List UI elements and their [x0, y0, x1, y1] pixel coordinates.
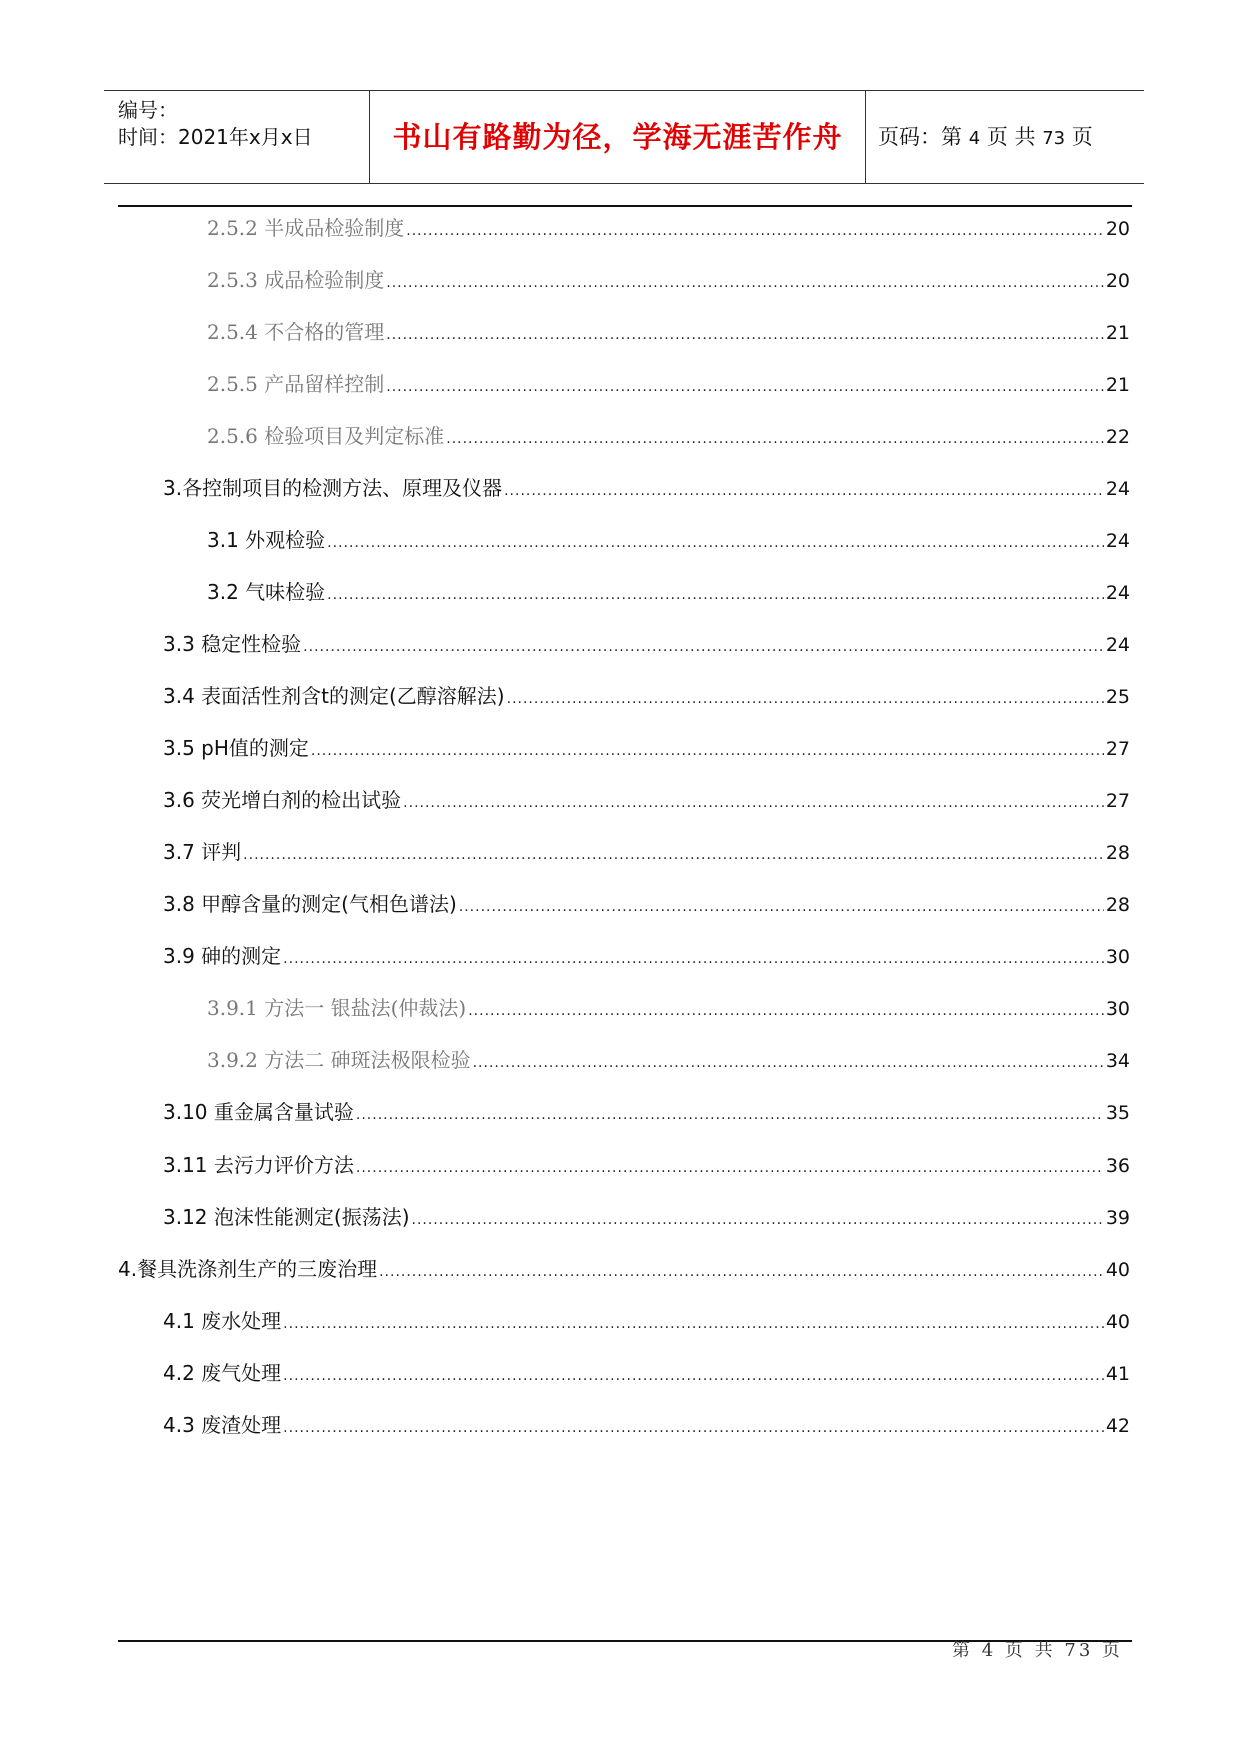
page-header: [104, 90, 1144, 184]
header-motto: 书山有路勤为径，学海无涯苦作舟: [392, 120, 843, 154]
toc-leader-dots: [386, 266, 1104, 300]
toc-entry-title: 3.各控制项目的检测方法、原理及仪器: [163, 476, 503, 500]
toc-entry[interactable]: [163, 1304, 1130, 1338]
toc-leader-dots: [412, 1203, 1104, 1237]
toc-entry-title: 4.2 废气处理: [163, 1361, 282, 1385]
toc-leader-dots: [243, 838, 1104, 872]
toc-entry-title: 4.3 废渣处理: [163, 1413, 282, 1437]
toc-entry-title: 3.11 去污力评价方法: [163, 1153, 354, 1177]
toc-entry[interactable]: [163, 471, 1130, 505]
toc-entry-page: 30: [1105, 998, 1130, 1020]
toc-entry-title: 2.5.4 不合格的管理: [207, 320, 385, 344]
toc-leader-dots: [356, 1098, 1104, 1132]
toc-entry[interactable]: [163, 1200, 1130, 1234]
toc-entry-page: 27: [1105, 738, 1130, 760]
footer-page-number: 第 4 页 共 73 页: [952, 1640, 1123, 1661]
header-info-cell: [104, 91, 369, 183]
toc-entry[interactable]: [207, 367, 1130, 401]
toc-leader-dots: [403, 786, 1104, 820]
toc-entry[interactable]: [207, 991, 1130, 1025]
toc-entry-page: 36: [1105, 1155, 1130, 1177]
toc-entry-page: 21: [1105, 374, 1130, 396]
toc-entry[interactable]: [163, 783, 1130, 817]
toc-entry-page: 20: [1105, 270, 1130, 292]
toc-entry-page: 20: [1105, 218, 1130, 240]
toc-entry-page: 35: [1105, 1102, 1130, 1124]
top-divider: [118, 205, 1132, 207]
toc-entry[interactable]: [118, 1252, 1130, 1286]
toc-entry[interactable]: [163, 1095, 1130, 1129]
toc-leader-dots: [327, 526, 1104, 560]
page-mid: 页 共: [986, 125, 1036, 149]
toc-leader-dots: [283, 1411, 1104, 1445]
toc-entry[interactable]: [163, 679, 1130, 713]
toc-leader-dots: [386, 318, 1104, 352]
toc-entry-page: 24: [1105, 582, 1130, 604]
toc-entry-page: 25: [1105, 686, 1130, 708]
toc-entry-title: 4.餐具洗涤剂生产的三废治理: [118, 1257, 378, 1281]
toc-leader-dots: [507, 682, 1104, 716]
toc-entry-title: 3.9 砷的测定: [163, 944, 282, 968]
toc-leader-dots: [283, 1359, 1104, 1393]
toc-entry-title: 2.5.3 成品检验制度: [207, 268, 385, 292]
toc-entry[interactable]: [207, 523, 1130, 557]
toc-entry-page: 40: [1105, 1259, 1130, 1281]
toc-entry[interactable]: [163, 887, 1130, 921]
toc-leader-dots: [446, 422, 1104, 456]
header-page-number: [878, 91, 1093, 183]
toc-leader-dots: [468, 994, 1104, 1028]
document-time-label: 时间：2021年x月x日: [118, 125, 313, 149]
toc-entry-title: 3.1 外观检验: [207, 528, 326, 552]
document-number-label: 编号：: [118, 98, 178, 122]
toc-entry-title: 3.2 气味检验: [207, 580, 326, 604]
header-page-cell: [866, 91, 1144, 183]
toc-entry-page: 42: [1105, 1415, 1130, 1437]
toc-entry-title: 3.3 稳定性检验: [163, 632, 302, 656]
toc-entry[interactable]: [207, 263, 1130, 297]
toc-entry-title: 2.5.5 产品留样控制: [207, 372, 385, 396]
toc-entry-page: 40: [1105, 1311, 1130, 1333]
toc-entry[interactable]: [207, 575, 1130, 609]
toc-entry-page: 24: [1105, 634, 1130, 656]
toc-leader-dots: [379, 1255, 1104, 1289]
toc-entry-title: 3.4 表面活性剂含t的测定(乙醇溶解法): [163, 684, 505, 708]
toc-entry[interactable]: [163, 1356, 1130, 1390]
toc-entry[interactable]: [207, 419, 1130, 453]
toc-leader-dots: [283, 1307, 1104, 1341]
toc-entry[interactable]: [163, 939, 1130, 973]
toc-leader-dots: [356, 1151, 1104, 1185]
toc-entry-page: 24: [1105, 530, 1130, 552]
toc-entry-page: 28: [1105, 842, 1130, 864]
toc-leader-dots: [406, 214, 1104, 248]
page-label: 页码：第: [878, 125, 962, 149]
toc-entry-page: 28: [1105, 894, 1130, 916]
toc-entry[interactable]: [163, 1148, 1130, 1182]
toc-entry-title: 2.5.6 检验项目及判定标准: [207, 424, 445, 448]
toc-leader-dots: [283, 942, 1104, 976]
toc-entry-page: 34: [1105, 1050, 1130, 1072]
toc-entry[interactable]: [163, 627, 1130, 661]
toc-entry[interactable]: [207, 315, 1130, 349]
toc-entry[interactable]: [163, 835, 1130, 869]
page-current: 4: [968, 128, 981, 149]
toc-entry[interactable]: [163, 1408, 1130, 1442]
toc-entry-title: 3.7 评判: [163, 840, 242, 864]
toc-entry-page: 39: [1105, 1207, 1130, 1229]
toc-entry[interactable]: [207, 211, 1130, 245]
toc-entry[interactable]: [163, 731, 1130, 765]
toc-entry-title: 3.12 泡沫性能测定(振荡法): [163, 1205, 410, 1229]
toc-leader-dots: [327, 578, 1104, 612]
header-motto-cell: [369, 91, 866, 183]
toc-entry-title: 3.10 重金属含量试验: [163, 1100, 354, 1124]
toc-entry[interactable]: [207, 1043, 1130, 1077]
toc-entry-page: 24: [1105, 478, 1130, 500]
toc-entry-page: 21: [1105, 322, 1130, 344]
toc-entry-title: 3.5 pH值的测定: [163, 736, 309, 760]
toc-entry-title: 3.6 荧光增白剂的检出试验: [163, 788, 402, 812]
toc-entry-title: 4.1 废水处理: [163, 1309, 282, 1333]
page-suffix: 页: [1071, 125, 1093, 149]
toc-leader-dots: [311, 734, 1104, 768]
toc-entry-title: 3.8 甲醇含量的测定(气相色谱法): [163, 892, 457, 916]
toc-leader-dots: [386, 370, 1104, 404]
toc-entry-title: 3.9.2 方法二 砷斑法极限检验: [207, 1048, 471, 1072]
toc-entry-title: 3.9.1 方法一 银盐法(仲裁法): [207, 996, 467, 1020]
toc-leader-dots: [303, 630, 1104, 664]
toc-entry-title: 2.5.2 半成品检验制度: [207, 216, 405, 240]
toc-entry-page: 30: [1105, 946, 1130, 968]
toc-leader-dots: [473, 1046, 1104, 1080]
toc-leader-dots: [504, 474, 1104, 508]
toc-leader-dots: [459, 890, 1104, 924]
toc-entry-page: 27: [1105, 790, 1130, 812]
toc-entry-page: 41: [1105, 1363, 1130, 1385]
page-total: 73: [1042, 128, 1066, 149]
toc-entry-page: 22: [1105, 426, 1130, 448]
